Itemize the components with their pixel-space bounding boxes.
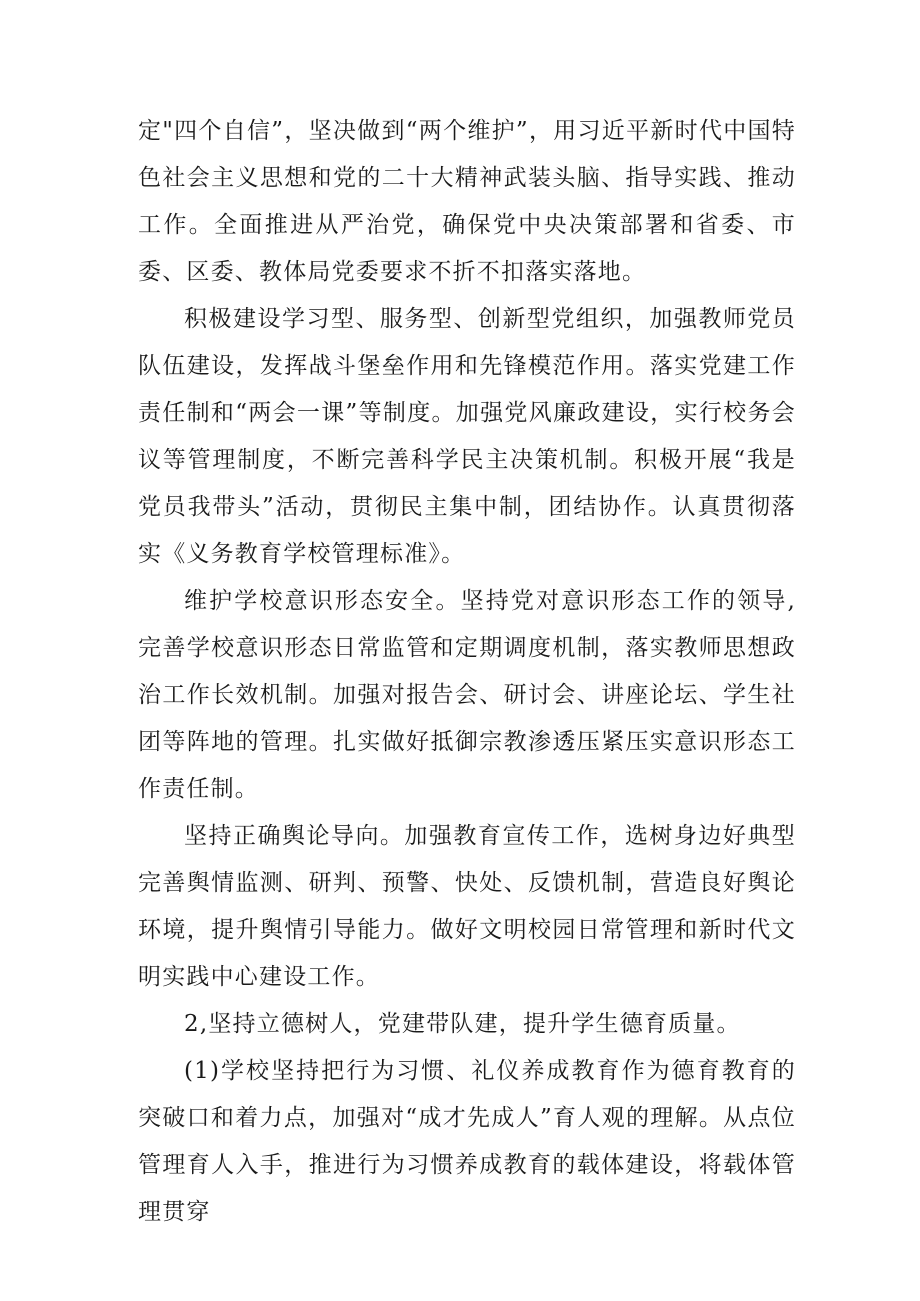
paragraph-behavior-habits: (1)学校坚持把行为习惯、礼仪养成教育作为德育教育的突破口和着力点，加强对“成才先成人”育人观的理解。从点位管理育人入手，推进行为习惯养成教育的载体建设，将载体管理贯穿 [138,1058,796,1225]
paragraph-public-opinion: 坚持正确舆论导向。加强教育宣传工作，选树身边好典型完善舆情监测、研判、预警、快处、反馈机制，营造良好舆论环境，提升舆情引导能力。做好文明校园日常管理和新时代文明实践中心建设工作。 [138,823,796,990]
paragraph-party-organization: 积极建设学习型、服务型、创新型党组织，加强教师党员队伍建设，发挥战斗堡垒作用和先锋模范作用。落实党建工作责任制和“两会一课”等制度。加强党风廉政建设，实行校务会议等管理制度，不断完善科学民主决策机制。积极开展“我是党员我带头”活动，贯彻民主集中制，团结协作。认真贯彻落实《义务教育学校管理标准》。 [138,306,796,567]
paragraph-ideology-security: 维护学校意识形态安全。坚持党对意识形态工作的领导,完善学校意识形态日常监管和定期调度机制，落实教师思想政治工作长效机制。加强对报告会、研讨会、讲座论坛、学生社团等阵地的管理。扎实做好抵御宗教渗透压紧压实意识形态工作责任制。 [138,588,796,802]
document-body [138,108,796,1236]
section-heading-moral-education: 2,坚持立德树人，党建带队建，提升学生德育质量。 [184,1011,741,1037]
paragraph-continued: 定"四个自信”，坚决做到“两个维护”，用习近平新时代中国特色社会主义思想和党的二十大精神武装头脑、指导实践、推动工作。全面推进从严治党，确保党中央决策部署和省委、市委、区委、教体局党委要求不折不扣落实落地。 [138,118,796,285]
